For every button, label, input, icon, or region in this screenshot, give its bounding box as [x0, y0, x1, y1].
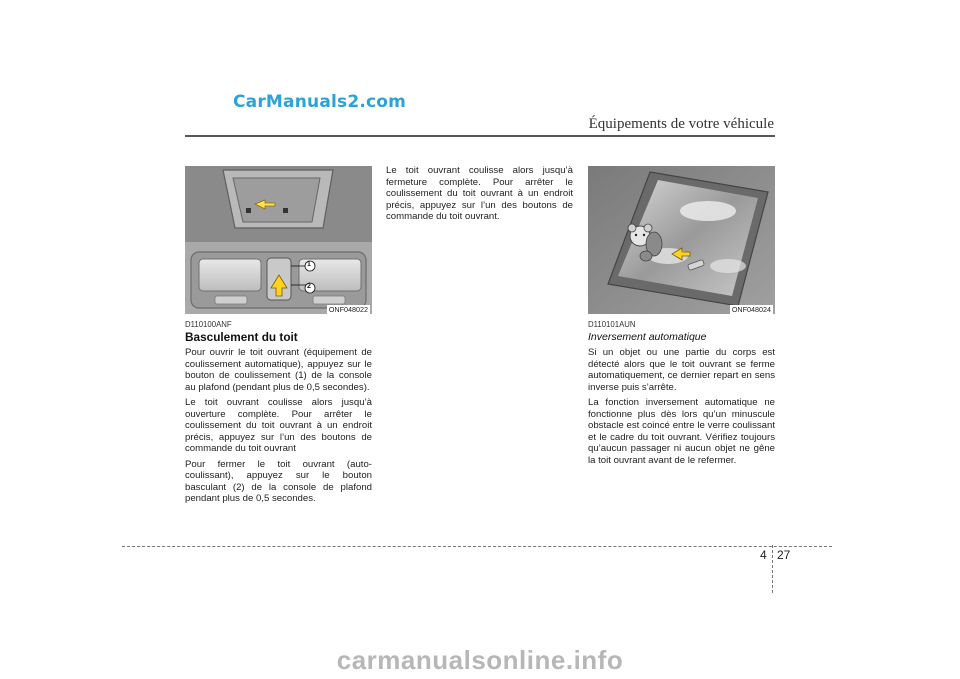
image-label: ONF048022	[328, 305, 368, 314]
paragraph: Pour ouvrir le toit ouvrant (équipement de coulissement automatique), appuyez sur le bouton de coulissement (1) de la console au plafond (pendant plus de 0,5 secondes).	[185, 347, 372, 393]
right-column	[588, 166, 775, 470]
page-number: 27	[777, 548, 791, 562]
section-title: Équipements de votre véhicule	[588, 116, 774, 132]
sunroof-illustration	[588, 166, 775, 314]
page-divider	[772, 545, 773, 593]
section-heading: Inversement automatique	[588, 330, 707, 343]
console-illustration	[185, 166, 372, 314]
footer-rule	[122, 546, 832, 547]
watermark-bottom[interactable]: carmanualsonline.info	[336, 645, 624, 675]
left-column	[185, 166, 372, 509]
image-label: ONF048024	[731, 305, 771, 314]
callout-1: 1	[307, 261, 311, 268]
section-code: D110100ANF	[185, 320, 232, 329]
callout-2: 2	[307, 283, 311, 290]
paragraph: Le toit ouvrant coulisse alors jusqu’à ouverture complète. Pour arrêter le coulissement du toit ouvrant à un endroit précis, appuyez sur l’un des boutons de commande du toit ouvrant	[185, 397, 372, 454]
paragraph: Le toit ouvrant coulisse alors jusqu’à fermeture complète. Pour arrêter le coulissement du toit ouvrant à un endroit précis, appuyez sur l’un des boutons de commande du toit ouvrant.	[386, 165, 573, 222]
watermark-top[interactable]: CarManuals2.com	[233, 92, 407, 112]
section-heading: Basculement du toit	[185, 329, 298, 344]
paragraph: Si un objet ou une partie du corps est détecté alors que le toit ouvrant se ferme automatiquement, ce dernier repart en sens inverse puis s’arrête.	[588, 347, 775, 393]
middle-column	[386, 165, 573, 227]
chapter-number: 4	[760, 548, 767, 562]
section-code: D110101AUN	[588, 320, 636, 329]
paragraph: La fonction inversement automatique ne fonctionne plus dès lors qu’un minuscule obstacle est coincé entre le verre coulissant et le cadre du toit ouvrant. Vérifiez toujours qu’aucun passager ni aucun objet ne gêne la toit ouvrant avant de le refermer.	[588, 397, 775, 466]
sunroof-image	[588, 166, 775, 314]
overhead-console-image	[185, 166, 372, 314]
paragraph: Pour fermer le toit ouvrant (auto-coulissant), appuyez sur le bouton basculant (2) de la console de plafond pendant plus de 0,5 secondes.	[185, 458, 372, 504]
header-rule	[185, 135, 775, 137]
